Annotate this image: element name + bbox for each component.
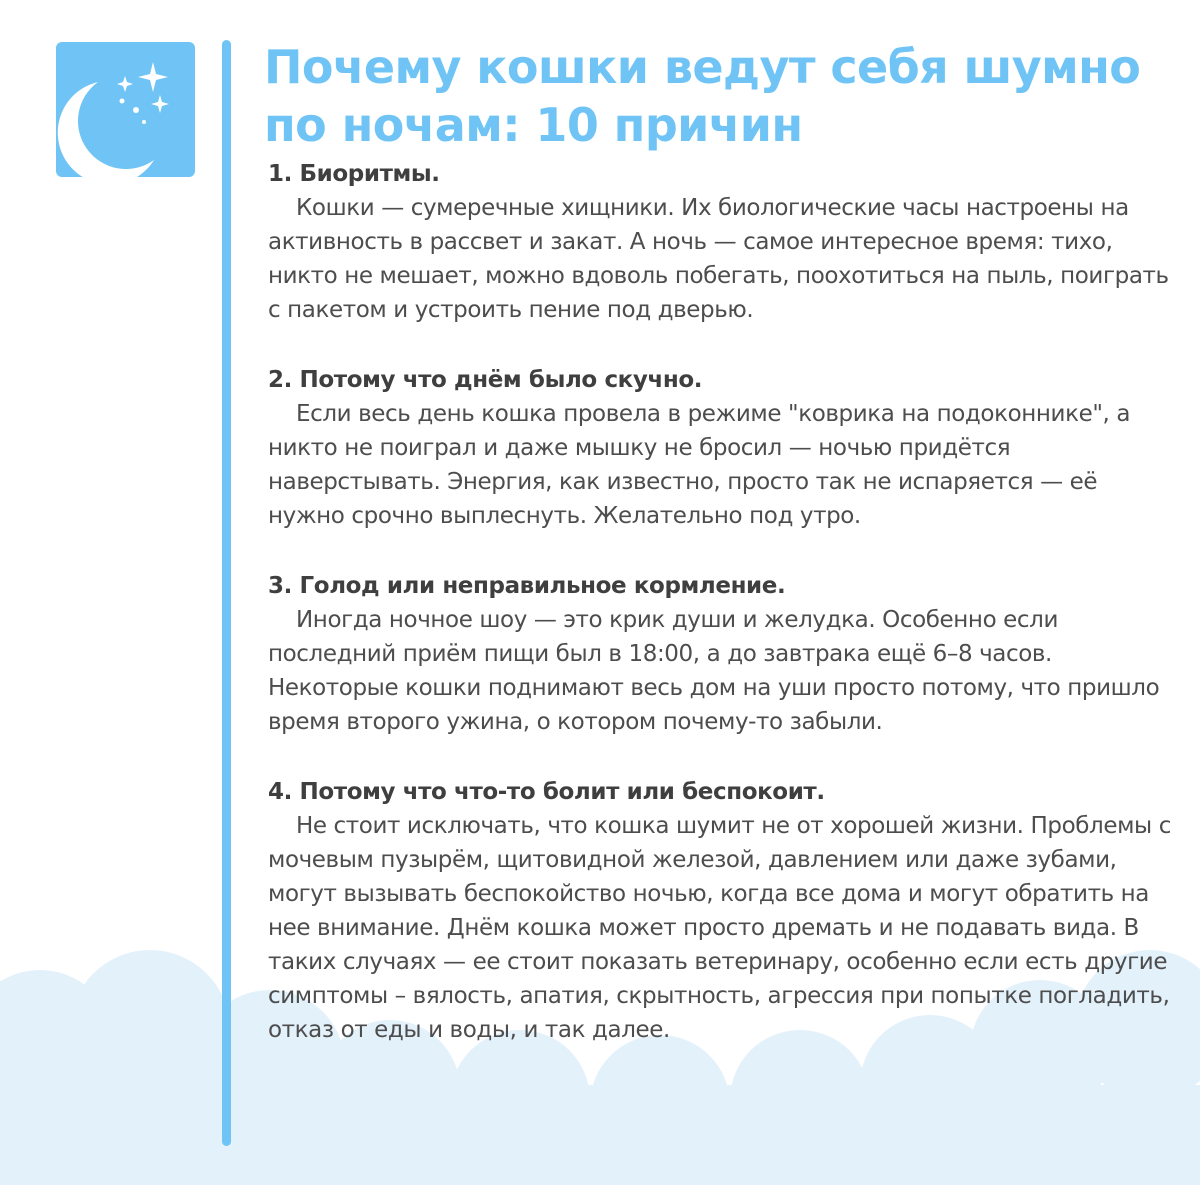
reason-2-heading: 2. Потому что днём было скучно. [268,367,703,393]
reason-2 [268,363,1180,533]
reason-1-text: Кошки — сумеречные хищники. Их биологические часы настроены на активность в рассвет и закат. А ночь — самое интересное время: тихо, никто не мешает, можно вдоволь побегать, поохотиться на пыль, поиграть с пакетом и устроить пение под дверью. [268,195,1169,323]
accent-divider [222,40,231,1146]
reason-1 [268,157,1180,327]
article-title: Почему кошки ведут себя шумно по ночам: 10 причин [264,40,1141,152]
reason-1-heading: 1. Биоритмы. [268,161,440,187]
reason-3-heading: 3. Голод или неправильное кормление. [268,573,786,599]
reason-3-text: Иногда ночное шоу — это крик души и желудка. Особенно если последний приём пищи был в 18:00, а до завтрака ещё 6–8 часов. Некоторые кошки поднимают весь дом на уши просто потому, что пришло время второго ужина, о котором почему-то забыли. [268,607,1160,735]
reason-4-heading: 4. Потому что что-то болит или беспокоит. [268,779,825,805]
reason-4-text: Не стоит исключать, что кошка шумит не от хорошей жизни. Проблемы с мочевым пузырём, щитовидной железой, давлением или даже зубами, могут вызывать беспокойство ночью, когда все дома и могут обратить на нее внимание. Днём кошка может просто дремать и не подавать вида. В таких случаях — ее стоит показать ветеринару, особенно если есть другие симптомы – вялость, апатия, скрытность, агрессия при попытке погладить, отказ от еды и воды, и так далее. [268,813,1171,1043]
reason-3 [268,569,1180,739]
moon-and-stars-icon [56,42,195,177]
reason-2-text: Если весь день кошка провела в режиме "коврика на подоконнике", а никто не поиграл и даже мышку не бросил — ночью придётся наверстывать. Энергия, как известно, просто так не испаряется — её нужно срочно выплеснуть. Желательно под утро. [268,401,1131,529]
reason-4 [268,775,1180,1047]
article-body [268,157,1180,1083]
